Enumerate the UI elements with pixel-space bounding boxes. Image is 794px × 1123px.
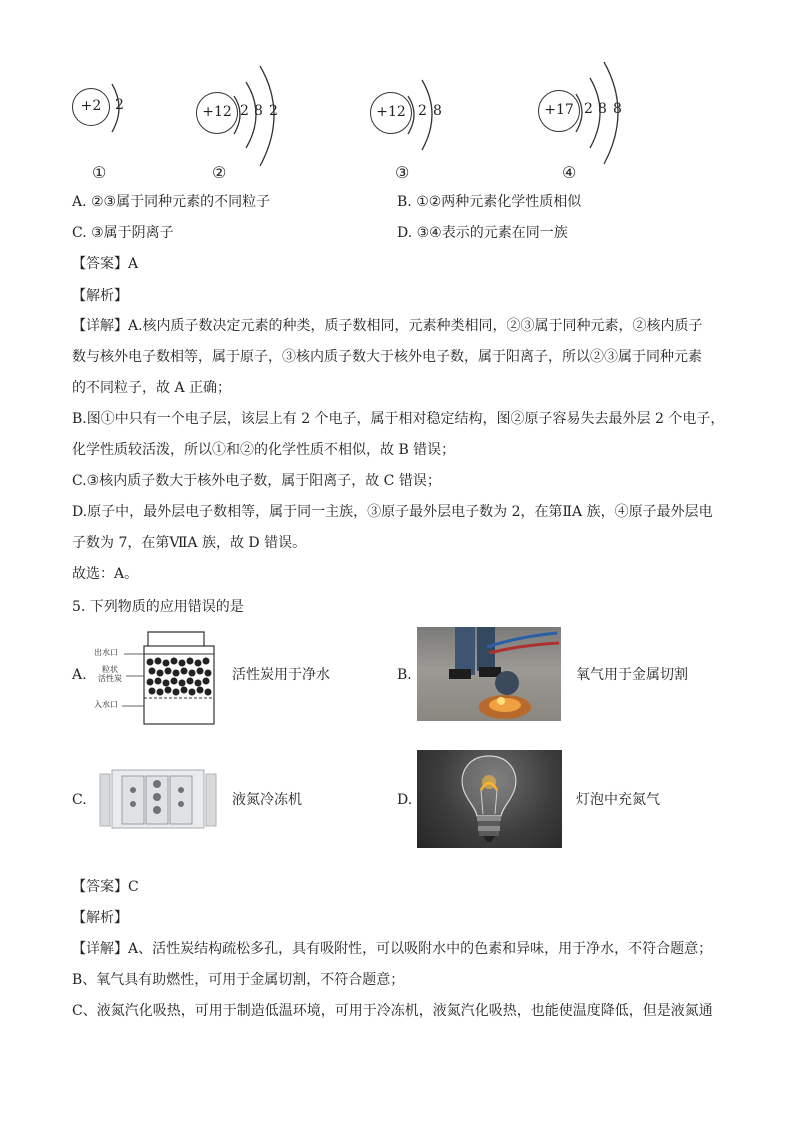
option-b-caption: 氧气用于金属切割	[576, 667, 688, 683]
shell-electron-count: 2	[269, 103, 278, 119]
explanation-line: 的不同粒子，故 A 正确；	[72, 380, 232, 396]
diagram-label: ④	[562, 163, 577, 182]
explanation-line: C、液氮汽化吸热，可用于制造低温环境，可用于冷冻机，液氮汽化吸热，也能使温度降低，但是液氮通	[72, 1003, 713, 1019]
nucleus: +12	[196, 92, 238, 134]
explanation-line: 【详解】A.核内质子数决定元素的种类，质子数相同，元素种类相同，②③属于同种元素，②核内质子	[72, 318, 703, 334]
option-letter-a: A.	[72, 667, 87, 683]
explanation-line: B、氧气具有助燃性，可用于金属切割，不符合题意；	[72, 972, 405, 988]
explanation-line: 化学性质较活泼，所以①和②的化学性质不相似，故 B 错误；	[72, 442, 456, 458]
shell-electron-count: 8	[433, 103, 442, 119]
option-letter-c: C.	[72, 792, 87, 808]
answer-label: 【答案】C	[72, 879, 139, 895]
answer-label: 【答案】A	[72, 256, 139, 272]
welding-scene-image	[417, 627, 561, 721]
explanation-line: 数与核外电子数相等，属于原子，③核内质子数大于核外电子数，属于阳离子，所以②③属于同种元素	[72, 349, 702, 365]
option-c-caption: 液氮冷冻机	[232, 792, 302, 808]
shell-electron-count: 8	[613, 101, 622, 117]
option-a-caption: 活性炭用于净水	[232, 667, 330, 683]
bulb-image	[417, 750, 562, 848]
option-letter-d: D.	[397, 792, 413, 808]
analysis-label: 【解析】	[72, 910, 128, 926]
nucleus: +2	[72, 88, 110, 126]
explanation-line: D.原子中，最外层电子数相等，属于同一主族，③原子最外层电子数为 2，在第ⅡA 族，④原子最外层电	[72, 504, 713, 520]
explanation-line: 故选：A。	[72, 566, 139, 582]
carbon-label: 粒状 活性炭	[98, 665, 122, 683]
freezer-image	[96, 768, 220, 830]
shell-electron-count: 2	[115, 97, 124, 113]
outlet-label: 出水口	[94, 648, 118, 657]
explanation-line: C.③核内质子数大于核外电子数，属于阳离子，故 C 错误；	[72, 473, 441, 489]
shell-electron-count: 2	[584, 101, 593, 117]
light-bulb-photo	[417, 750, 562, 848]
carbon-filter-diagram	[90, 628, 220, 728]
option-a: A. ②③属于同种元素的不同粒子	[72, 194, 271, 210]
option-letter-b: B.	[397, 667, 412, 683]
detailed-explanation	[72, 934, 732, 1027]
diagram-label: ②	[212, 163, 227, 182]
option-d: D. ③④表示的元素在同一族	[397, 225, 568, 241]
question-title: 5. 下列物质的应用错误的是	[72, 599, 244, 615]
analysis-label: 【解析】	[72, 288, 128, 304]
explanation-line: B.图①中只有一个电子层，该层上有 2 个电子，属于相对稳定结构，图②原子容易失去最外层 2 个电子，	[72, 411, 725, 427]
explanation-line: 【详解】A、活性炭结构疏松多孔，具有吸附性，可以吸附水中的色素和异味，用于净水，不符合题意；	[72, 941, 713, 957]
option-d-caption: 灯泡中充氮气	[576, 792, 660, 808]
inlet-label: 入水口	[94, 700, 118, 709]
shell-electron-count: 8	[254, 103, 263, 119]
option-b: B. ①②两种元素化学性质相似	[397, 194, 582, 210]
detailed-explanation	[72, 311, 732, 590]
nucleus: +17	[538, 90, 580, 132]
option-c: C. ③属于阴离子	[72, 225, 174, 241]
explanation-line: 子数为 7，在第ⅦA 族，故 D 错误。	[72, 535, 307, 551]
shell-electron-count: 8	[598, 101, 607, 117]
nucleus: +12	[370, 92, 412, 134]
liquid-nitrogen-freezer-photo	[96, 768, 220, 830]
shell-electron-count: 2	[240, 103, 249, 119]
diagram-label: ①	[92, 163, 107, 182]
shell-electron-count: 2	[418, 103, 427, 119]
metal-cutting-photo	[417, 627, 561, 721]
diagram-label: ③	[395, 163, 410, 182]
